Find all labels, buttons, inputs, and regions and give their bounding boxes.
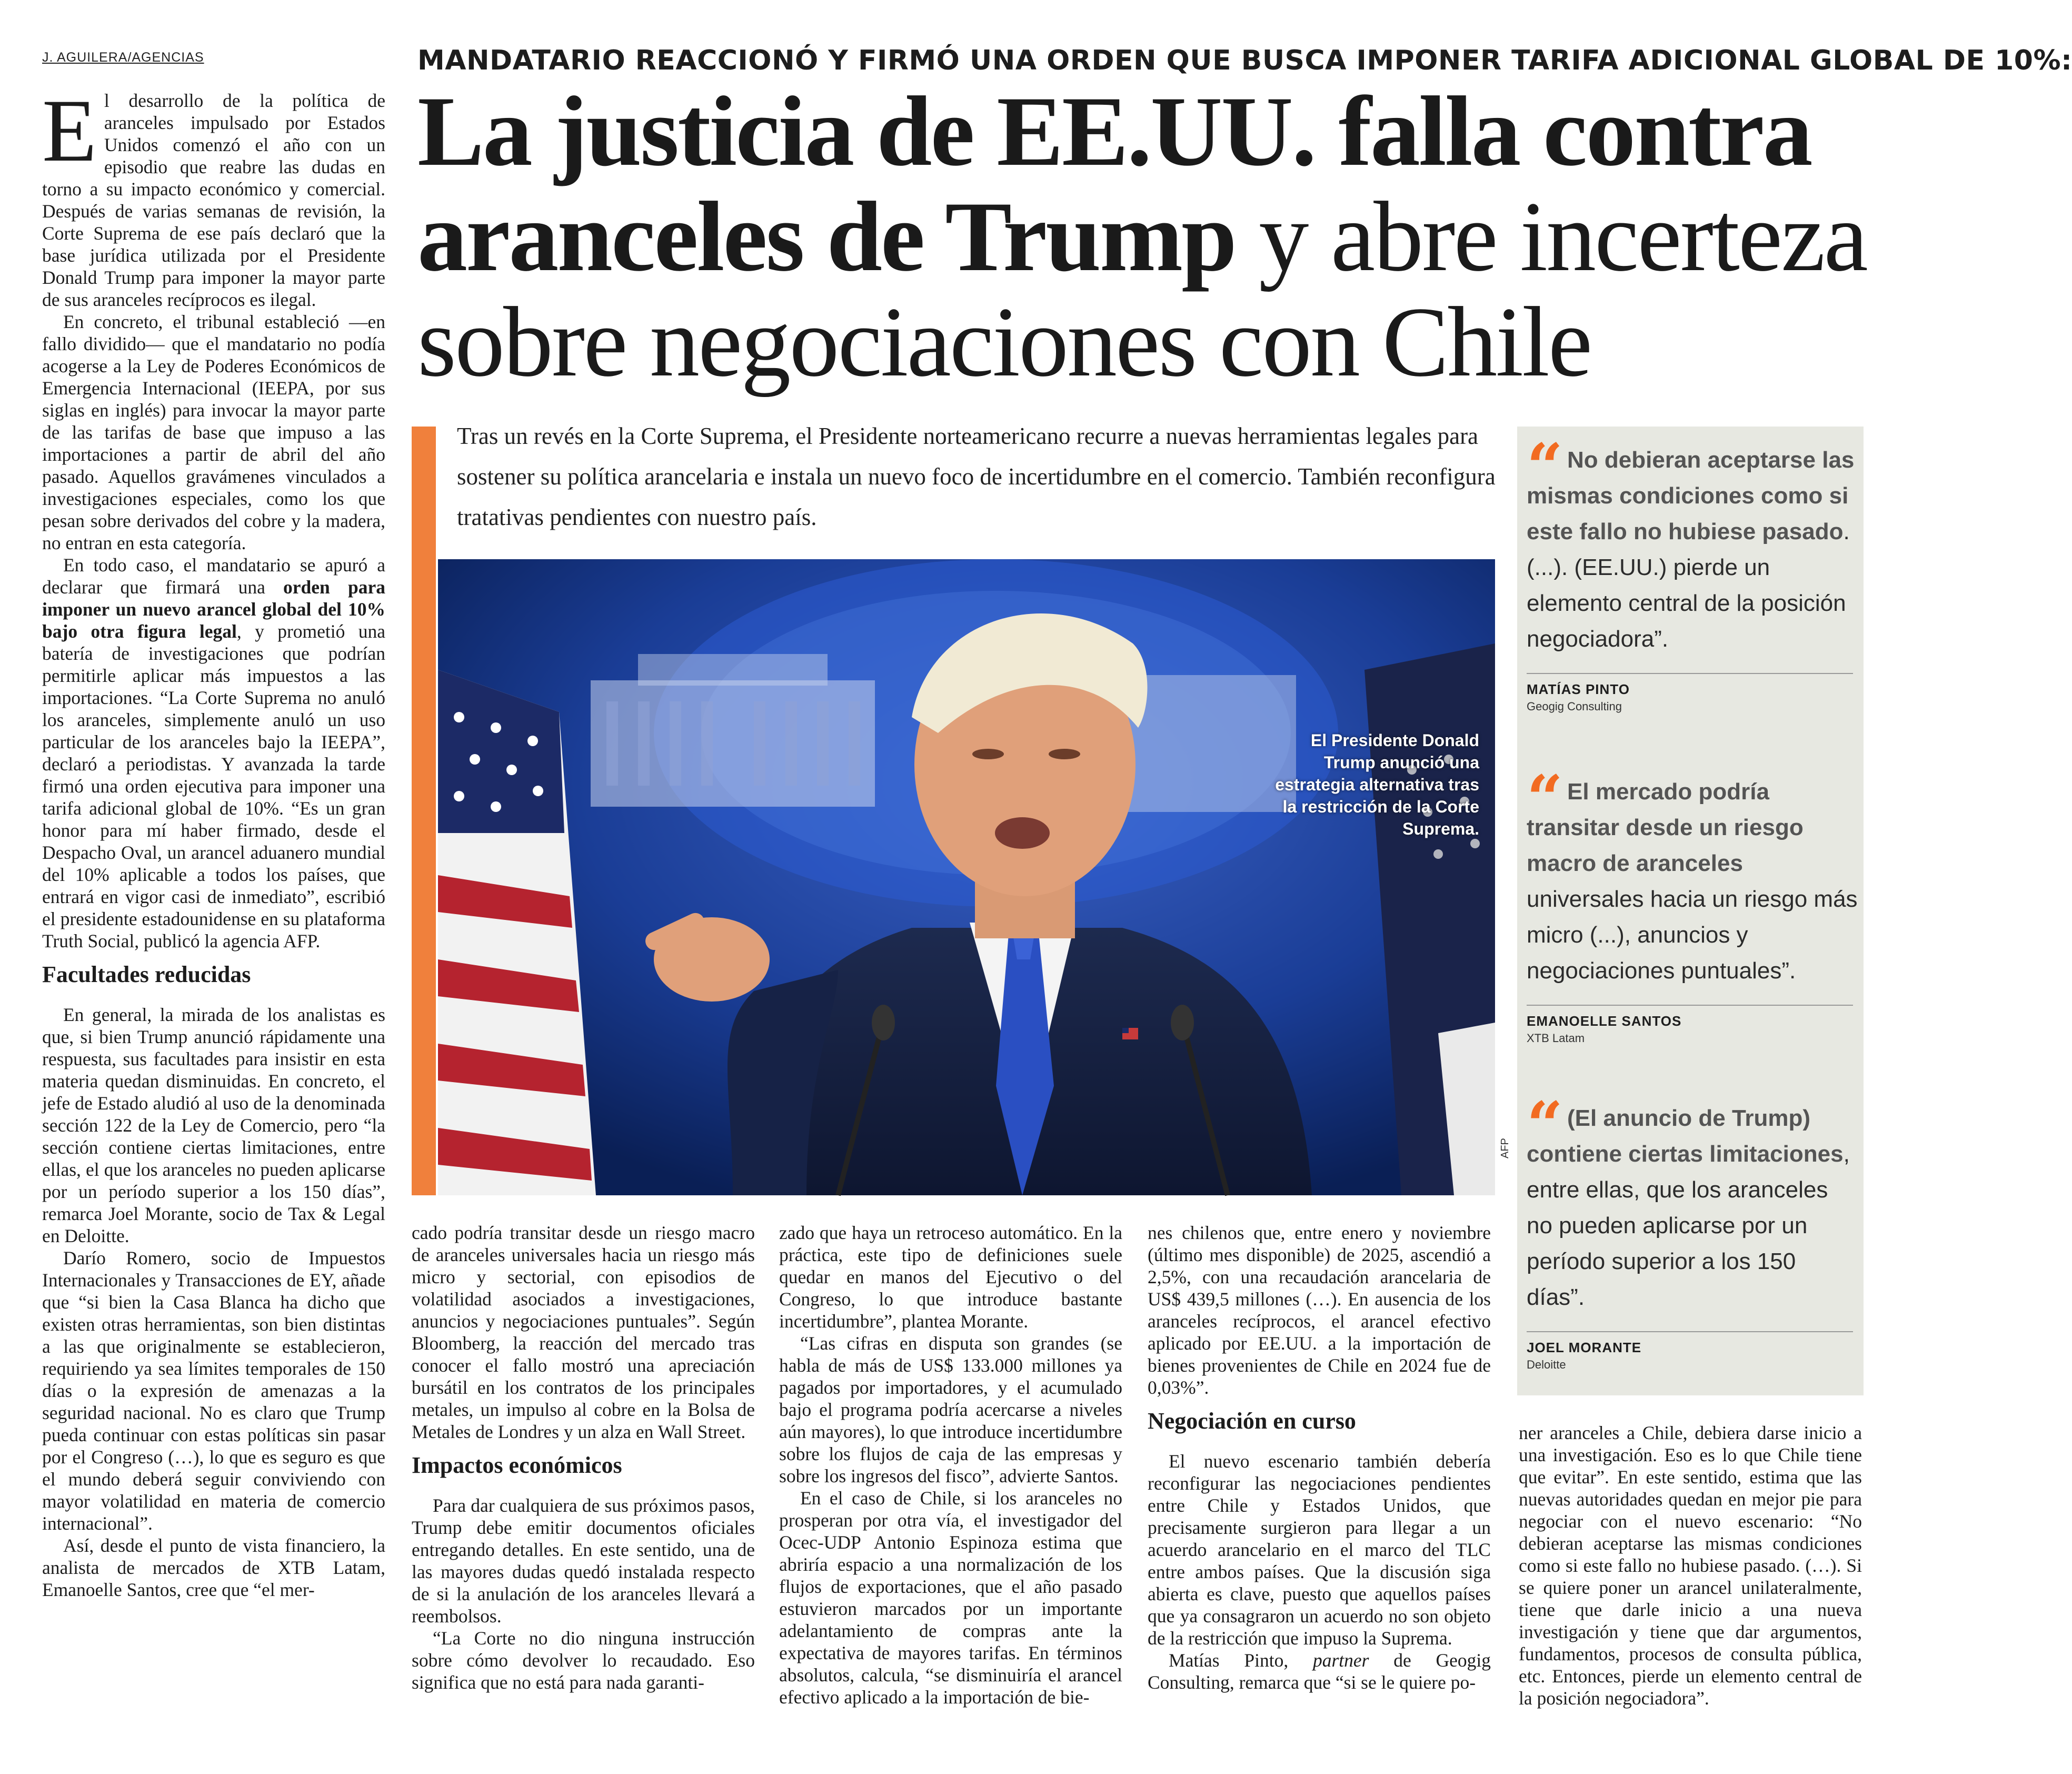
col3-paragraph-2: “Las cifras en disputa son grandes (se habla de más de US$ 133.000 millones ya pagados por importadores, y el acumulado bajo el programa podría acercarse a niveles aún mayores), lo que introduce incertidumbre sobre los flujos de caja de las empresas y sobre los ingresos del fisco”, advierte Santos. xyxy=(779,1333,1122,1486)
col2-paragraph-1: cado podría transitar desde un riesgo macro de aranceles universales hacia un riesgo más micro y sectorial, con episodios de volatilidad asociados a investigaciones, anuncios y negociaciones puntuales”. Según Bloomberg, la reacción del mercado tras conocer el fallo mostró una apreciación bursátil en los contratos de los principales metales, un impulso al cobre en la Bolsa de Metales de Londres y un alza en Wall Street. xyxy=(412,1222,755,1442)
quote-3-author: JOEL MORANTE xyxy=(1527,1340,1642,1355)
col4-paragraph-1: nes chilenos que, entre enero y noviembre (último mes disponible) de 2025, ascendió a 2,5%, con una recaudación arancelaria de US$ 439,5 millones (…). En ausencia de los aranceles recíprocos, el arancel efectivo aplicado por EE.UU. a la importación de bienes provenientes de Chile en 2024 fue de 0,03%”. xyxy=(1148,1222,1491,1398)
col3-paragraph-3: En el caso de Chile, si los aranceles no prosperan por otra vía, el investigador del Ocec-UDP Antonio Espinoza estima que abriría espacio a una normalización de los flujos de exportaciones, que el año pasado estuvieron marcados por un importante adelantamiento de compras ante la expectativa de mayores tarifas. En términos absolutos, calcula, “se disminuiría el arancel efectivo aplicado a la importación de bie- xyxy=(779,1488,1122,1708)
photo-illustration xyxy=(438,559,1495,1195)
quote-3-divider xyxy=(1527,1331,1853,1332)
trump-photo xyxy=(438,559,1495,1195)
quote-2-divider xyxy=(1527,1005,1853,1006)
col1-p3-bold: orden para imponer un nuevo arancel global del 10% bajo otra figura legal xyxy=(42,577,385,642)
quote-2-author: EMANOELLE SANTOS xyxy=(1527,1013,1682,1029)
col1-p3-a: En todo caso, el mandatario se apuró a declarar que firmará una xyxy=(42,554,385,598)
quote-2-bold: El mercado podría transitar desde un riesgo macro de aranceles xyxy=(1527,779,1804,876)
quote-1-author: MATÍAS PINTO xyxy=(1527,681,1630,697)
photo-caption: El Presidente Donald Trump anunció una estrategia alternativa tras la restricción de la Corte Suprema. xyxy=(1275,731,1479,838)
col4-p3-b: de Geogig Consulting, remarca que “si se le quiere po- xyxy=(1148,1650,1491,1693)
col1-paragraph-2: En concreto, el tribunal estableció —en fallo dividido— que el mandatario no podía acogerse a la Ley de Poderes Económicos de Emergencia Internacional (IEEPA, por sus siglas en inglés) para invocar la mayor parte de las tarifas de base que impuso a las importaciones a partir de abril del año pasado. Aquellos gravámenes vinculados a investigaciones especiales, como los que pesan sobre derivados del cobre y la madera, no entran en esta categoría. xyxy=(42,311,385,553)
col1-paragraph-3 xyxy=(42,554,385,952)
quote-2 xyxy=(1527,761,1858,1045)
col1-paragraph-1 xyxy=(42,81,385,311)
column-3 xyxy=(779,1222,1122,1708)
quote-2-rest: universales hacia un riesgo más micro (...), anuncios y negociaciones puntuales”. xyxy=(1527,886,1858,984)
col4-paragraph-3 xyxy=(1148,1649,1491,1693)
col1-paragraph-5: Darío Romero, socio de Impuestos Internacionales y Transacciones de EY, añade que “si bien la Casa Blanca ha dicho que existen otras herramientas, son bien distintas a las que originalmente se establecieron, requiriendo ya sea límites temporales de 150 días o la expresión de amenazas a la seguridad nacional. No es claro que Trump pueda continuar con estas políticas sin pasar por el Congreso (…), lo que es seguro es que el mundo deberá seguir conviviendo con mayor volatilidad en materia de comercio internacional”. xyxy=(42,1247,385,1534)
column-5 xyxy=(1519,1422,1862,1709)
subhead-facultades: Facultades reducidas xyxy=(42,962,251,987)
col1-p1-text: l desarrollo de la política de aranceles impulsado por Estados Unidos comenzó el año con un episodio que reabre las dudas en torno a su impacto económico y comercial. Después de varias semanas de revisión, la Corte Suprema de ese país declaró que la base jurídica utilizada por el Presidente Donald Trump para imponer la mayor parte de sus aranceles recíprocos es ilegal. xyxy=(42,90,385,310)
col4-p3-a: Matías Pinto, xyxy=(1169,1650,1313,1671)
quotes-sidebar xyxy=(1517,427,1864,1395)
quote-mark-icon: “ xyxy=(1527,1088,1563,1162)
headline-line-2-rest: y abre incerteza xyxy=(1235,182,1867,292)
col4-p3-italic: partner xyxy=(1312,1650,1369,1671)
lead-paragraph: Tras un revés en la Corte Suprema, el Presidente norteamericano recurre a nuevas herramientas legales para sostener su política arancelaria e instala un nuevo foco de incertidumbre en el comercio. También reconfigura tratativas pendientes con nuestro país. xyxy=(457,423,1496,530)
quote-3 xyxy=(1527,1088,1858,1372)
quote-1-bold: No debieran aceptarse las mismas condiciones como si este fallo no hubiese pasado xyxy=(1527,447,1855,544)
col2-paragraph-2: Para dar cualquiera de sus próximos pasos, Trump debe emitir documentos oficiales entregando detalles. En este sentido, una de las mayores dudas quedó instalada respecto de si la anulación de los aranceles llevará a reembolsos. xyxy=(412,1495,755,1627)
quote-1-divider xyxy=(1527,673,1853,674)
quote-3-text xyxy=(1527,1088,1858,1315)
column-1 xyxy=(42,81,385,1601)
photo-credit: AFP xyxy=(1499,1138,1511,1158)
quote-1-text xyxy=(1527,430,1858,657)
drop-cap: E xyxy=(42,81,97,180)
byline: J. AGUILERA/AGENCIAS xyxy=(42,50,204,65)
quote-3-org: Deloitte xyxy=(1527,1358,1566,1371)
quote-2-text xyxy=(1527,761,1858,989)
col1-paragraph-4: En general, la mirada de los analistas es que, si bien Trump anunció rápidamente una respuesta, sus facultades para insistir en esta materia quedan disminuidas. En concreto, el jefe de Estado aludió al uso de la denominada sección 122 de la Ley de Comercio, pero “la sección contiene ciertas limitaciones, entre ellas, el que los aranceles no pueden aplicarse por un período superior a los 150 días”, remarca Joel Morante, socio de Tax & Legal en Deloitte. xyxy=(42,1004,385,1246)
quote-mark-icon: “ xyxy=(1527,761,1563,836)
headline-line-2 xyxy=(417,184,1881,290)
col5-paragraph-1: ner aranceles a Chile, debiera darse inicio a una investigación. Eso es lo que Chile tiene que evitar”. En este sentido, estima que las nuevas autoridades quedan en mejor pie para negociar con el nuevo escenario: “No debieran aceptarse las mismas condiciones como si este fallo no hubiese pasado. (…). Si se quiere poner un arancel unilateralmente, tiene que darle inicio a una nueva investigación y tiene que dar argumentos, fundamentos, procesos de consulta pública, etc. Entonces, pierde un elemento central de la posición negociadora”. xyxy=(1519,1422,1862,1709)
lead-accent-bar xyxy=(412,427,436,1195)
quote-3-bold: (El anuncio de Trump) contiene ciertas limitaciones xyxy=(1527,1105,1844,1167)
quote-1-rest: . (...). (EE.UU.) pierde un elemento central de la posición negociadora”. xyxy=(1527,519,1850,652)
headline-line-3: sobre negociaciones con Chile xyxy=(417,287,1591,398)
quote-3-rest: , entre ellas, que los aranceles no pueden aplicarse por un período superior a los 150 días”. xyxy=(1527,1141,1850,1310)
subhead-negociacion: Negociación en curso xyxy=(1148,1408,1356,1434)
headline-line-1: La justicia de EE.UU. falla contra xyxy=(417,76,1811,187)
col1-paragraph-6: Así, desde el punto de vista financiero, la analista de mercados de XTB Latam, Emanoelle Santos, cree que “el mer- xyxy=(42,1535,385,1600)
col3-paragraph-1: zado que haya un retroceso automático. En la práctica, este tipo de definiciones suele quedar en manos del Ejecutivo o del Congreso, lo que introduce bastante incertidumbre”, plantea Morante. xyxy=(779,1222,1122,1332)
column-4 xyxy=(1148,1222,1491,1693)
quote-1-org: Geogig Consulting xyxy=(1527,700,1622,713)
headline-line-2-bold: aranceles de Trump xyxy=(417,182,1236,292)
col4-paragraph-2: El nuevo escenario también debería reconfigurar las negociaciones pendientes entre Chile y Estados Unidos, que precisamente surgieron para llegar a un acuerdo arancelario en el marco del TLC entre ambos países. Que la discusión siga abierta es clave, puesto que aquellos países que ya consagraron un acuerdo no son objeto de la restricción que impuso la Suprema. xyxy=(1148,1451,1491,1649)
quote-mark-icon: “ xyxy=(1527,430,1563,504)
col1-p3-b: , y prometió una batería de investigaciones que podrían permitirle aplicar más impuestos a las importaciones. “La Corte Suprema no anuló los aranceles, simplemente anuló un uso particular de los aranceles bajo la IEEPA”, declaró a periodistas. Y avanzada la tarde firmó una orden ejecutiva para imponer una tarifa adicional global de 10%. “Es un gran honor para mí haber firmado, desde el Despacho Oval, un arancel aduanero mundial del 10% aplicable a todos los países, que entrará en vigor casi de inmediato”, escribió el presidente estadounidense en su plataforma Truth Social, publicó la agencia AFP. xyxy=(42,621,385,952)
kicker: MANDATARIO REACCIONÓ Y FIRMÓ UNA ORDEN QUE BUSCA IMPONER TARIFA ADICIONAL GLOBAL DE 10%: xyxy=(417,45,2072,76)
column-2 xyxy=(412,1222,755,1693)
col2-paragraph-3: “La Corte no dio ninguna instrucción sobre cómo devolver lo recaudado. Eso significa que no está para nada garanti- xyxy=(412,1628,755,1693)
quote-1 xyxy=(1527,430,1858,713)
subhead-impactos: Impactos económicos xyxy=(412,1452,622,1478)
quote-2-org: XTB Latam xyxy=(1527,1032,1585,1045)
headline xyxy=(417,76,1881,398)
